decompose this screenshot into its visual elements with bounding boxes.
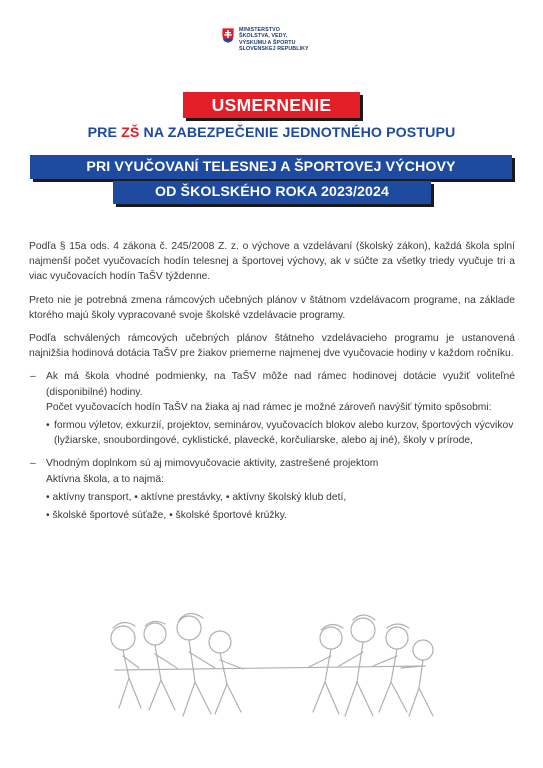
list-item-text-2: Počet vyučovacích hodín TaŠV na žiaka aj nad rámec je možné zároveň navýšiť týmito spôsobmi:: [46, 401, 492, 413]
title-line-3: OD ŠKOLSKÉHO ROKA 2023/2024: [113, 181, 431, 204]
list-item-text: Vhodným doplnkom sú aj mimovyučovacie aktivity, zastrešené projektom: [46, 458, 379, 470]
title-accent-zs: ZŠ: [121, 125, 140, 141]
title-line-2: PRI VYUČOVANÍ TELESNEJ A ŠPORTOVEJ VÝCHOVY: [30, 155, 512, 179]
tug-of-war-illustration: [95, 598, 445, 768]
slovak-coat-of-arms-icon: [221, 27, 235, 44]
dash-marker: –: [30, 371, 36, 383]
title-prefix: PRE: [87, 125, 122, 141]
ministry-line: ŠKOLSTVA, VEDY,: [239, 33, 288, 40]
ministry-line: SLOVENSKEJ REPUBLIKY: [239, 45, 309, 52]
ministry-name: [239, 27, 309, 52]
document-body: [29, 239, 515, 523]
ministry-line: VÝSKUMU A ŠPORTU: [239, 39, 296, 46]
list-item-text-2: Aktívna škola, a to najmä:: [46, 473, 164, 485]
activity-line-1: • aktívny transport, • aktívne prestávky, • aktívny školský klub detí,: [46, 491, 347, 503]
paragraph-2: Preto nie je potrebná zmena rámcových učebných plánov v štátnom vzdelávacom programe, na základe ktorého majú školy vypracované svoje školské vzdelávacie programy.: [29, 294, 515, 321]
activity-line-2: • školské športové súťaže, • školské športové krúžky.: [46, 510, 287, 522]
title-line-1: [0, 125, 543, 141]
list-item-text: Ak má škola vhodné podmienky, na TaŠV môže nad rámec hodinovej dotácie využiť voliteľné (disponibilné) hodiny.: [46, 371, 515, 398]
usmernenie-badge: USMERNENIE: [183, 92, 360, 118]
title-suffix: NA ZABEZPEČENIE JEDNOTNÉHO POSTUPU: [139, 125, 456, 141]
list-item-optional-hours: [29, 369, 515, 448]
paragraph-3: Podľa schválených rámcových učebných plánov štátneho vzdelávacieho programu je ustanovená najnižšia hodinová dotácia TaŠV pre žiakov priemerne najmenej dve vyučovacie hodiny v každom ročníku.: [29, 333, 515, 360]
ministry-line: MINISTERSTVO: [239, 27, 280, 33]
dash-marker: –: [30, 458, 36, 470]
paragraph-1: Podľa § 15a ods. 4 zákona č. 245/2008 Z. z. o výchove a vzdelávaní (školský zákon), každá škola splní najmenší počet vyučovacích hodín telesnej a športovej výchovy, ak v súčte za všetky triedy vyučuje tri a viac vyučovacích hodín TaŠV týždenne.: [29, 241, 515, 283]
bullet-item: • formou výletov, exkurzií, projektov, seminárov, vyučovacích blokov alebo kurzov, športových výcvikov (lyžiarske, snoubordingové, cyklistické, plavecké, korčuliarske, alebo aj iné), školy v prírode,: [46, 418, 515, 448]
ministry-logo: [221, 27, 309, 52]
list-item-activities: [29, 456, 515, 523]
